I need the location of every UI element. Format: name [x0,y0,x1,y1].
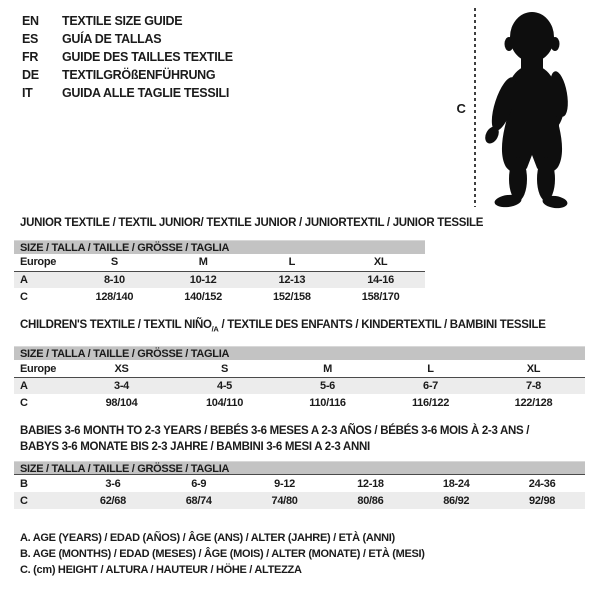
size-table [14,360,585,411]
size-cell: 152/158 [273,290,311,303]
size-column-header: M [323,362,332,375]
size-table [14,475,585,509]
row-label: C [20,290,28,303]
size-table [14,254,425,305]
size-cell: 9-12 [274,477,295,490]
size-cell: 12-13 [278,273,306,286]
section-childrens-textile [14,317,585,411]
size-column-header: S [220,362,229,375]
language-title: GUIDA ALLE TAGLIE TESSILI [62,86,230,100]
size-cell: 68/74 [185,494,212,507]
size-cell: 6-9 [191,477,207,490]
size-cell: 128/140 [95,290,134,303]
size-header-bar: SIZE / TALLA / TAILLE / GRÖSSE / TAGLIA [14,346,585,360]
language-title: GUÍA DE TALLAS [62,32,162,46]
size-cell: 104/110 [205,396,244,409]
language-code: DE [22,68,39,82]
size-cell: 140/152 [184,290,222,303]
size-cell: 5-6 [320,380,335,393]
size-header-bar: SIZE / TALLA / TAILLE / GRÖSSE / TAGLIA [14,461,585,475]
footnote-line: A. AGE (YEARS) / EDAD (AÑOS) / ÂGE (ANS) / ALTER (JAHRE) / ETÀ (ANNI) [20,532,395,544]
size-cell: 18-24 [442,477,470,490]
table-row [14,492,585,509]
language-row [22,66,233,84]
size-cell: 62/68 [99,494,126,507]
table-title-segment: JUNIOR TEXTILE / TEXTIL JUNIOR/ TEXTILE JUNIOR / JUNIORTEXTIL / JUNIOR TESSILE [20,217,484,229]
row-label: A [20,380,28,393]
table-title [14,423,585,439]
size-column-header: M [198,256,208,269]
row-label: A [20,273,28,286]
size-column-header: XL [373,256,388,269]
size-column-header: Europe [20,256,57,269]
size-cell: 86/92 [443,494,470,507]
table-title [14,215,484,231]
table-row [14,377,585,394]
size-cell: 12-18 [357,477,384,490]
size-header-bar: SIZE / TALLA / TAILLE / GRÖSSE / TAGLIA [14,240,425,254]
size-column-header: XL [526,362,541,375]
height-measure-figure [450,5,590,210]
language-row [22,84,233,102]
table-title [14,317,585,337]
size-cell: 24-36 [528,477,556,490]
size-cell: 6-7 [423,380,438,393]
table-row [14,288,425,305]
size-cell: 98/104 [105,396,138,409]
row-label: C [20,494,28,507]
size-column-header: L [427,362,434,375]
height-measure-label: C [456,101,466,116]
language-row [22,30,233,48]
table-title-segment: BABYS 3-6 MONATE BIS 2-3 JAHRE / BAMBINI 3-6 MESI A 2-3 ANNI [20,441,370,453]
language-code: IT [22,86,33,100]
size-column-header: L [288,256,296,269]
language-row [22,12,233,30]
size-column-header: Europe [20,362,57,375]
size-cell: 110/116 [309,396,346,409]
size-cell: 4-5 [217,380,232,393]
footnote-line: C. (cm) HEIGHT / ALTURA / HAUTEUR / HÖHE / ALTEZZA [20,564,302,576]
table-title-segment: /A [211,324,219,334]
row-label: C [20,396,28,409]
size-cell: 74/80 [271,494,298,507]
size-cell: 122/128 [514,396,553,409]
table-row [14,271,425,288]
language-code: ES [22,32,39,46]
language-title: TEXTILE SIZE GUIDE [62,14,183,28]
language-code: EN [22,14,39,28]
table-title [14,439,585,455]
height-dashed-line-icon [474,8,476,207]
section-junior-textile [14,215,484,305]
language-row [22,48,233,66]
row-label: B [20,477,28,490]
size-cell: 3-4 [114,380,129,393]
language-title: GUIDE DES TAILLES TEXTILE [62,50,233,64]
size-column-header: XS [114,362,129,375]
section-babies-textile [14,423,585,509]
size-cell: 116/122 [411,396,450,409]
size-cell: 10-12 [189,273,217,286]
table-title-segment: BABIES 3-6 MONTH TO 2-3 YEARS / BEBÉS 3-6 MESES A 2-3 AÑOS / BÉBÉS 3-6 MOIS À 2-3 ANS / [20,425,530,437]
size-cell: 14-16 [367,273,394,286]
size-cell: 7-8 [526,380,541,393]
table-row [14,475,585,492]
size-header-row [14,360,585,377]
size-cell: 8-10 [103,273,125,286]
size-cell: 3-6 [105,477,121,490]
table-row [14,394,585,411]
size-cell: 92/98 [529,494,556,507]
footnotes [20,530,425,578]
size-cell: 158/170 [361,290,400,303]
size-header-row [14,254,425,271]
table-title-segment: CHILDREN'S TEXTILE / TEXTIL NIÑO [20,319,212,331]
toddler-silhouette-icon [482,9,582,209]
language-list [22,12,233,102]
table-title-segment: / TEXTILE DES ENFANTS / KINDERTEXTIL / BAMBINI TESSILE [218,319,546,331]
size-column-header: S [110,256,118,269]
language-code: FR [22,50,39,64]
language-title: TEXTILGRÖßENFÜHRUNG [62,68,216,82]
footnote-line: B. AGE (MONTHS) / EDAD (MESES) / ÂGE (MOIS) / ALTER (MONATE) / ETÀ (MESI) [20,548,425,560]
size-cell: 80/86 [357,494,384,507]
